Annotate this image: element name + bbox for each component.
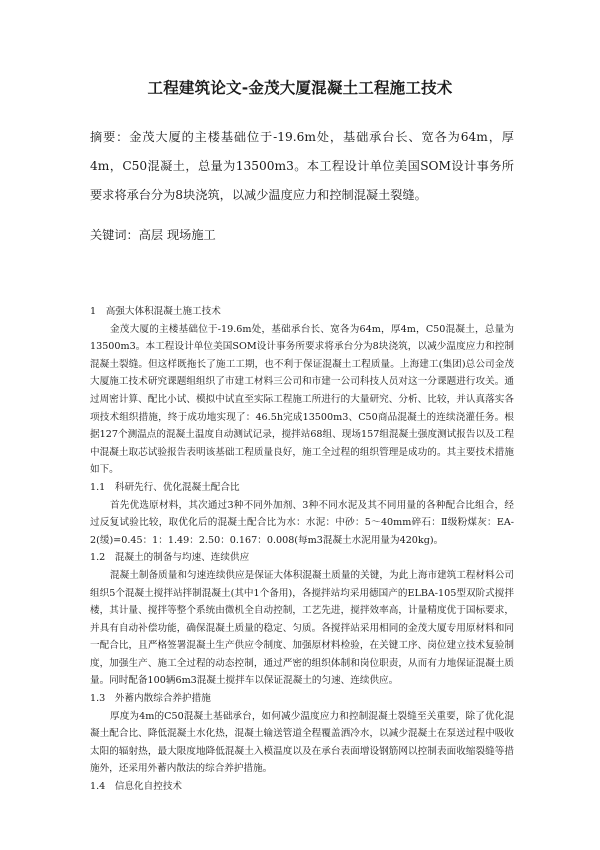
section-paragraph: 金茂大厦的主楼基础位于-19.6m处，基础承台长、宽各为64m，厚4m，C50混凝土，总量为13500m3。本工程设计单位美国SOM设计事务所要求将承台分为8块浇筑，以减少温度应力和控制混凝土裂缝。但这样既拖长了施工工期，也不利于保证混凝土工程质量。上海建工(集团)总公司金茂大厦施工技术研究课题组组织了市建工材料三公司和市建一公司科技人员对这一分课题进行攻关。通过周密计算、配比小试、模拟中试直至实际工程施工所进行的大量研究、分析、比较，并认真落实各项技术组织措施，终于成功地实现了：46.5h完成13500m3、C50商品混凝土的连续浇灌任务。根据127个测温点的混凝土温度自动测试记录，搅拌站68组、现场157组混凝土强度测试报告以及工程中混凝土取芯试验报告表明该基础工程质量良好，施工全过程的组织管理是成功的。其主要技术措施如下。 — [90, 323, 514, 476]
section-paragraph: 厚度为4m的C50混凝土基础承台，如何减少温度应力和控制混凝土裂缝至关重要，除了优化混凝土配合比、降低混凝土水化热，混凝土输送管道全程覆盖洒冷水，以减少混凝土在泵送过程中吸收太阳的辐射热，最大限度地降低混凝土入模温度以及在承台表面增设钢筋网以控制表面收缩裂缝等措施外，还采用外蓄内散法的综合养护措施。 — [90, 710, 514, 775]
abstract: 摘要：金茂大厦的主楼基础位于-19.6m处，基础承台长、宽各为64m，厚4m，C50混凝土，总量为13500m3。本工程设计单位美国SOM设计事务所要求将承台分为8块浇筑，以减少温度应力和控制混凝土裂缝。 — [90, 130, 514, 202]
document-title: 工程建筑论文-金茂大厦混凝土工程施工技术 — [147, 79, 453, 97]
body-text — [90, 303, 514, 796]
section-heading: 1.1 科研先行、优化混凝土配合比 — [90, 481, 240, 493]
keywords: 关键词：高层 现场施工 — [90, 228, 216, 242]
section-paragraph: 混凝土制备质量和匀速连续供应是保证大体积混凝土质量的关键，为此上海市建筑工程材料公司组织5个混凝土搅拌站拌制混凝土(其中1个备用)，各搅拌站均采用德国产的ELBA-105型双阶式搅拌楼，其计量、搅拌等整个系统由微机全自动控制，工艺先进，搅拌效率高，计量精度优于国标要求，并具有自动补偿功能，确保混凝土质量的稳定、匀质。各搅拌站采用相同的金茂大厦专用原材料和同一配合比，且严格签署混凝土生产供应令制度、加强原材料检验，在关键工序、岗位建立技术复验制度，加强生产、施工全过程的动态控制，通过严密的组织体制和岗位职责，从而有力地保证混凝土质量。同时配备100辆6m3混凝土搅拌车以保证混凝土的匀速、连续供应。 — [90, 569, 514, 687]
section-heading: 1 高强大体积混凝土施工技术 — [90, 306, 221, 317]
section-heading: 1.2 混凝土的制备与均速、连续供应 — [90, 552, 250, 564]
section-heading: 1.3 外蓄内散综合养护措施 — [90, 693, 211, 705]
section-heading: 1.4 信息化自控技术 — [90, 781, 183, 793]
section-paragraph: 首先优选原材料，其次通过3种不同外加剂、3种不同水泥及其不同用量的各种配合比组合，经过反复试验比较，取优化后的混凝土配合比为水：水泥：中砂：5～40mm碎石：Ⅱ级粉煤灰：EA-2(缓)=0.45：1：1.49：2.50：0.167：0.008(每m3混凝土水泥用量为420kg)。 — [90, 499, 514, 546]
